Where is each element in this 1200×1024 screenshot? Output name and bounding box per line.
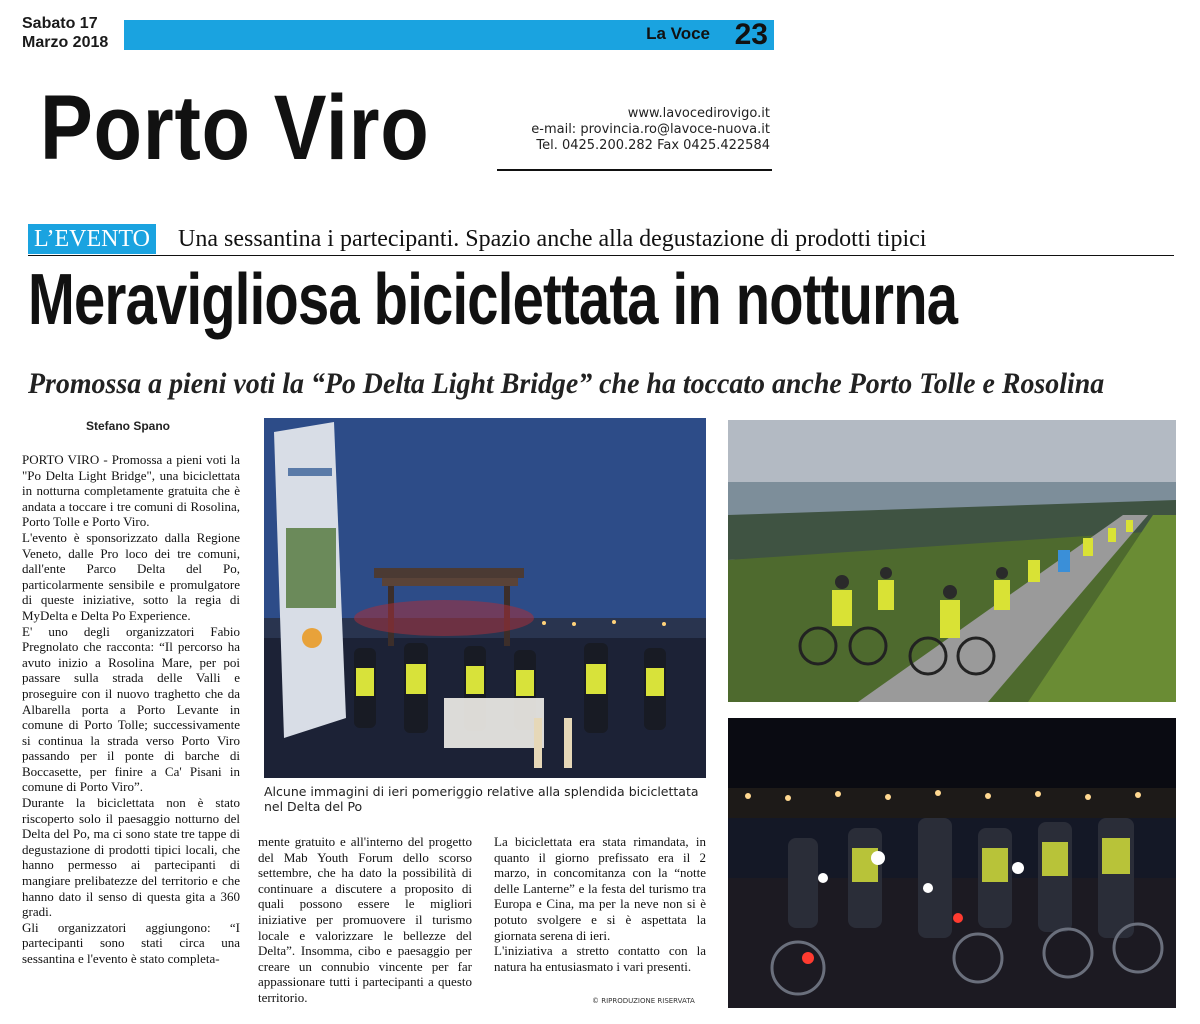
contact-info (531, 106, 770, 154)
copyright-notice: © RIPRODUZIONE RISERVATA (592, 997, 695, 1005)
issue-day: Sabato 17 (22, 15, 98, 32)
paragraph: Gli organizzatori aggiungono: “I partecipanti sono stati circa una sessantina e l'evento è stato completa- (22, 919, 240, 966)
paragraph: mente gratuito e all'interno del progetto del Mab Youth Forum dello scorso settembre, che ha dato la possibilità di continuare a discutere a proposito di quali possono essere le migliori iniziative per promuovere il turismo locale e valorizzare le bellezze del Delta”. Insomma, cibo e paesaggio per creare un connubio vincente per far appassionare tutti i partecipanti a questo territorio. (258, 834, 472, 1005)
paragraph: E' uno degli organizzatori Fabio Pregnolato che racconta: “Il percorso ha avuto inizio a Rosolina Mare, per poi passare sulla strada delle Valli e proseguire con il nuovo traghetto che da Albarella porta a Porto Levante in comune di Porto Tolle; successivamente si continua la strada verso Porto Viro passando per il ponte di barche di Boccasette, per finire a Ca' Pisani in comune di Porto Viro”. (22, 623, 240, 795)
email-link[interactable]: e-mail: provincia.ro@lavoce-nuova.it (531, 122, 770, 137)
kicker-tag: L’EVENTO (28, 224, 156, 254)
section-rule (497, 169, 772, 171)
event-photo-cyclists-night (728, 718, 1176, 1008)
gathering-scene (264, 418, 706, 778)
subheadline: Promossa a pieni voti la “Po Delta Light Bridge” che ha toccato anche Porto Tolle e Rosolina (28, 367, 1105, 400)
byline: Stefano Spano (86, 419, 171, 433)
section-title: Porto Viro (40, 77, 430, 179)
issue-month-year: Marzo 2018 (22, 34, 109, 51)
paragraph: PORTO VIRO - Promossa a pieni voti la "Po Delta Light Bridge", una biciclettata in notturna completamente gratuita che è andata a toccare i tre comuni di Rosolina, Porto Tolle e Porto Viro. (22, 452, 240, 530)
paragraph: La biciclettata era stata rimandata, in quanto il giorno prefissato era il 2 marzo, in concomitanza con la “notte delle Lanterne” e la festa del turismo tra Europa e Cina, ma per la neve non si è potuto svolgere e si è aspettata la giornata serena di ieri. (494, 834, 706, 943)
article-column-3 (494, 834, 706, 974)
article-column-1 (22, 452, 240, 1012)
issue-date (22, 14, 108, 52)
page-number: 23 (734, 18, 768, 51)
newspaper-name: La Voce (646, 24, 710, 43)
photo-caption: Alcune immagini di ieri pomeriggio relative alla splendida biciclettata nel Delta del Po (264, 784, 699, 814)
kicker-text: Una sessantina i partecipanti. Spazio anche alla degustazione di prodotti tipici (178, 226, 927, 252)
event-photo-cyclists-day (728, 420, 1176, 702)
kicker-line (28, 222, 1174, 256)
cyclists-path-scene (728, 420, 1176, 702)
paragraph: Durante la biciclettata non è stato riscoperto solo il paesaggio notturno del Delta del Po, ma ci sono state tre tappe di degustazione di prodotti tipici locali, che hanno permesso ai partecipanti di mangiare prelibatezze del territorio e che hanno dato il senso di questa gita a 360 gradi. (22, 795, 240, 920)
phone-info: Tel. 0425.200.282 Fax 0425.422584 (536, 138, 770, 153)
headline: Meravigliosa biciclettata in notturna (28, 260, 958, 340)
night-ride-scene (728, 718, 1176, 1008)
masthead-bar (124, 20, 774, 50)
paragraph: L'evento è sponsorizzato dalla Regione Veneto, dalle Pro loco dei tre comuni, dall'ente Parco Delta del Po, particolarmente sensibile e promulgatore di queste iniziative, sotto la regia di MyDelta e Delta Po Experience. (22, 529, 240, 623)
paragraph: L'iniziativa a stretto contatto con la natura ha entusiasmato i vari presenti. (494, 943, 706, 974)
website-link[interactable]: www.lavocedirovigo.it (627, 106, 770, 121)
article-column-2 (258, 834, 472, 1006)
event-photo-gathering (264, 418, 706, 778)
